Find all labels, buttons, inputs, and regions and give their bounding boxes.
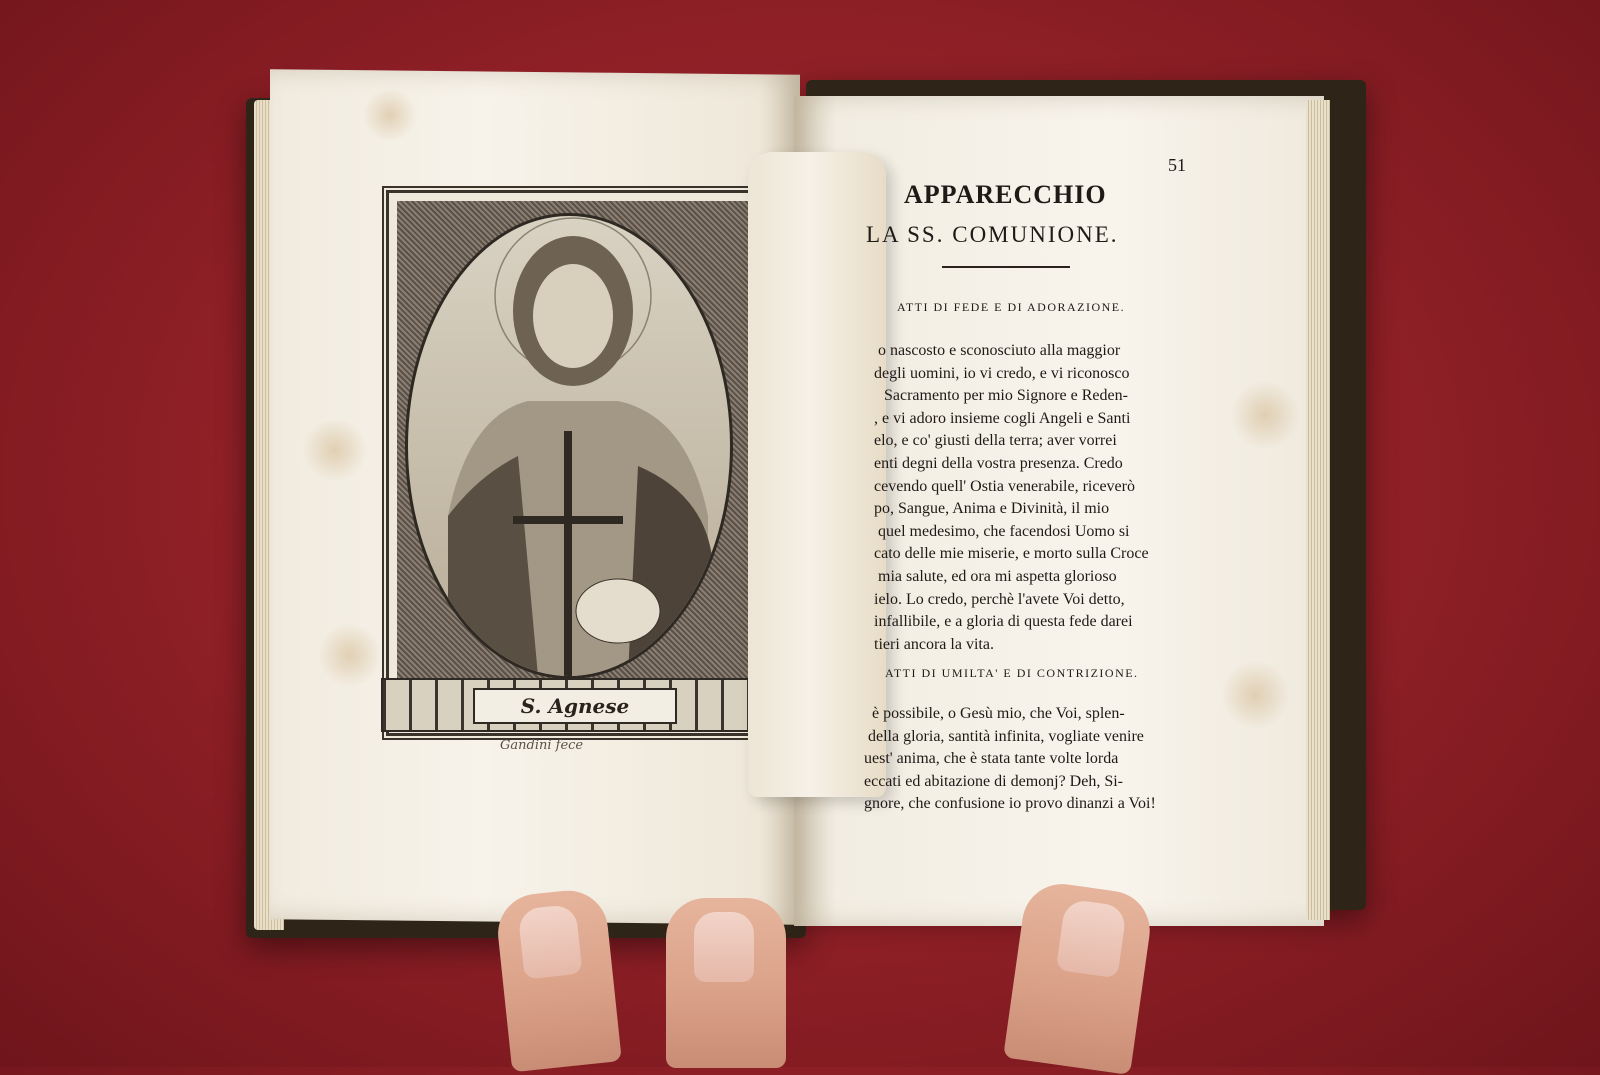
section-text-faith [860,340,1190,656]
fingernail [694,912,754,982]
title-rule [942,266,1070,268]
engraver-signature: Gandini fece [500,738,584,753]
text-line: Sacramento per mio Signore e Reden- [884,387,1128,405]
text-line: po, Sangue, Anima e Divinità, il mio [874,500,1110,518]
text-line: tieri ancora la vita. [874,635,994,653]
foxing-spot [300,420,370,480]
section-heading-faith: ATTI DI FEDE E DI ADORAZIONE. [897,300,1126,314]
text-line: elo, e co' giusti della terra; aver vorrei [874,432,1117,450]
text-line: degli uomini, io vi credo, e vi riconosco [874,364,1130,382]
finger [666,898,786,1068]
section-text-humility [860,703,1180,816]
text-line: è possibile, o Gesù mio, che Voi, splen- [872,705,1125,722]
page-edges-right [1306,100,1330,920]
text-line: mia salute, ed ora mi aspetta glorioso [878,567,1117,585]
text-line: cevendo quell' Ostia venerabile, riceverò [874,477,1135,495]
plate-caption: S. Agnese [473,688,677,724]
page-title: APPARECCHIO [904,180,1107,209]
fingernail [517,904,582,980]
page-subtitle: LA SS. COMUNIONE. [866,222,1119,247]
text-line: o nascosto e sconosciuto alla maggior [878,342,1121,359]
text-line: della gloria, santità infinita, vogliate venire [868,727,1144,745]
text-line: cato delle mie miserie, e morto sulla Croce [874,545,1149,563]
text-line: enti degni della vostra presenza. Credo [874,454,1123,472]
section-heading-humility: ATTI DI UMILTA' E DI CONTRIZIONE. [885,666,1139,680]
text-line: quel medesimo, che facendosi Uomo si [878,522,1130,540]
text-line: uest' anima, che è stata tante volte lorda [864,750,1119,768]
text-line: infallibile, e a gloria di questa fede darei [874,613,1133,631]
page-number: 51 [1168,155,1186,175]
saint-portrait [405,213,733,679]
finger [494,887,622,1073]
text-line: , e vi adoro insieme cogli Angeli e Santi [874,409,1131,427]
saint-agnes-illustration [408,216,730,676]
fingernail [1056,898,1127,978]
foxing-spot [1220,660,1290,730]
text-line: gnore, che confusione io provo dinanzi a Voi! [864,795,1156,813]
foxing-spot [360,90,420,140]
text-line: eccati ed abitazione di demonj? Deh, Si- [864,772,1124,790]
foxing-spot [320,620,380,690]
finger [1003,879,1155,1075]
engraving-plate [386,190,762,736]
plate-plinth [381,678,763,732]
text-line: ielo. Lo credo, perchè l'avete Voi detto, [874,590,1125,608]
foxing-spot [1230,380,1300,450]
